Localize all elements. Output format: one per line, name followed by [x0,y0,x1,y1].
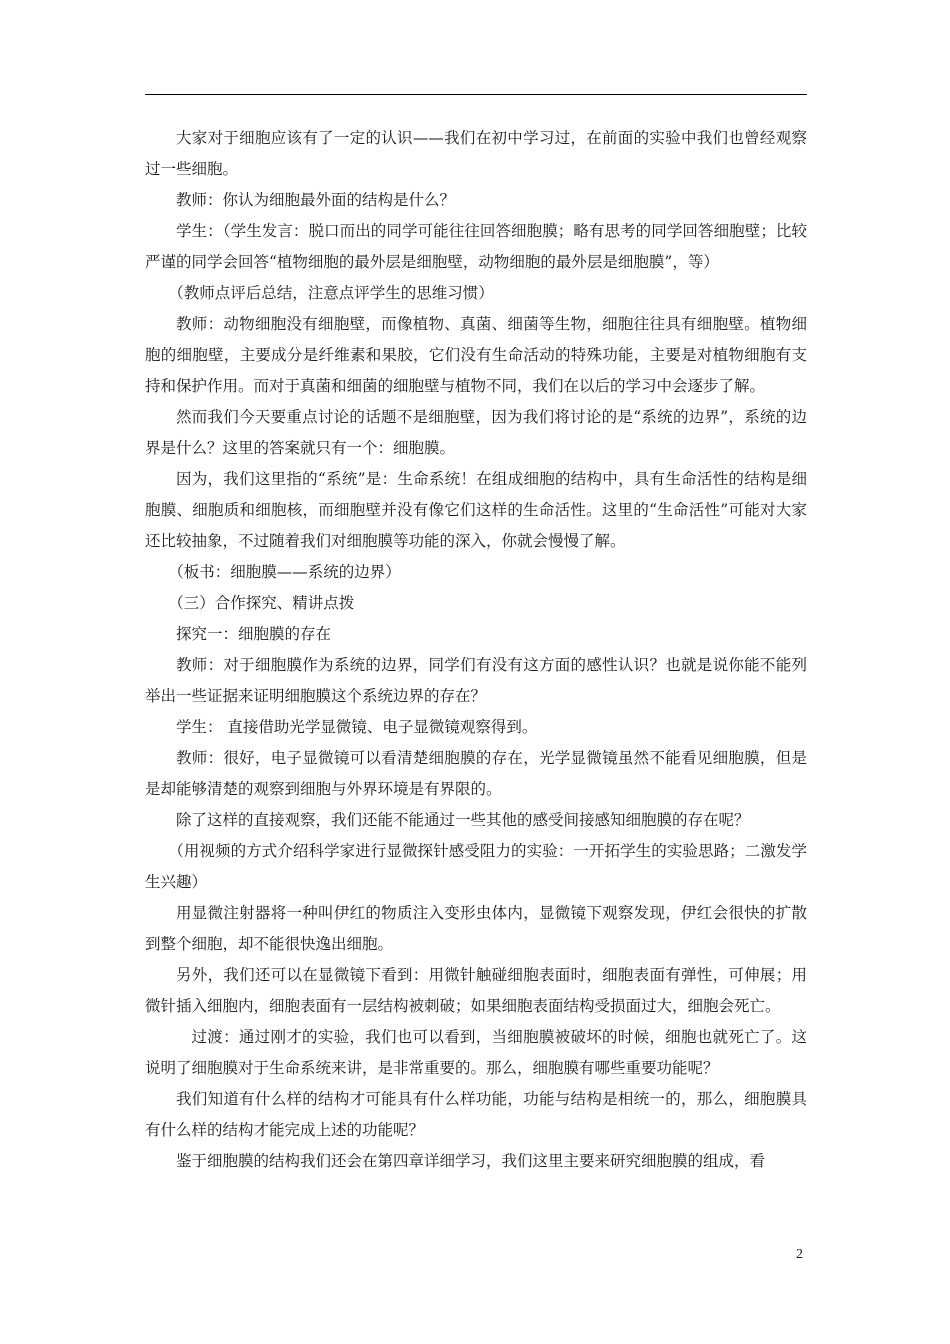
paragraph: （教师点评后总结，注意点评学生的思维习惯） [168,284,494,302]
paragraph: 教师：动物细胞没有细胞壁，而像植物、真菌、细菌等生物，细胞往往具有细胞壁。植物细胞的细胞壁，主要成分是纤维素和果胶，它们没有生命活动的特殊功能，主要是对植物细胞有支持和保护作用。而对于真菌和细菌的细胞壁与植物不同，我们在以后的学习中会逐步了解。 [145,315,807,395]
paragraph: 教师：对于细胞膜作为系统的边界，同学们有没有这方面的感性认识？也就是说你能不能列举出一些证据来证明细胞膜这个系统边界的存在？ [145,656,807,705]
paragraph: 因为，我们这里指的“系统”是：生命系统！在组成细胞的结构中，具有生命活性的结构是细胞膜、细胞质和细胞核，而细胞壁并没有像它们这样的生命活性。这里的“生命活性”可能对大家还比较抽象，不过随着我们对细胞膜等功能的深入，你就会慢慢了解。 [145,470,807,550]
paragraph: （板书：细胞膜——系统的边界） [168,563,401,581]
paragraph: （用视频的方式介绍科学家进行显微探针感受阻力的实验：一开拓学生的实验思路；二激发学生兴趣） [145,842,807,891]
paragraph: 另外，我们还可以在显微镜下看到：用微针触碰细胞表面时，细胞表面有弹性，可伸展；用微针插入细胞内，细胞表面有一层结构被刺破；如果细胞表面结构受损面过大，细胞会死亡。 [145,966,807,1015]
paragraph: 过渡：通过刚才的实验，我们也可以看到，当细胞膜被破坏的时候，细胞也就死亡了。这说明了细胞膜对于生命系统来讲，是非常重要的。那么，细胞膜有哪些重要功能呢？ [145,1028,807,1077]
page-number: 2 [796,1247,803,1262]
paragraph: 学生：（学生发言：脱口而出的同学可能往往回答细胞膜；略有思考的同学回答细胞壁；比较严谨的同学会回答“植物细胞的最外层是细胞壁，动物细胞的最外层是细胞膜”，等） [145,222,807,271]
paragraph: 大家对于细胞应该有了一定的认识——我们在初中学习过，在前面的实验中我们也曾经观察过一些细胞。 [145,129,807,178]
paragraph: 我们知道有什么样的结构才可能具有什么样功能，功能与结构是相统一的，那么，细胞膜具有什么样的结构才能完成上述的功能呢？ [145,1090,807,1139]
paragraph: 然而我们今天要重点讨论的话题不是细胞壁，因为我们将讨论的是“系统的边界”，系统的边界是什么？这里的答案就只有一个：细胞膜。 [145,408,807,457]
paragraph: 教师：很好，电子显微镜可以看清楚细胞膜的存在，光学显微镜虽然不能看见细胞膜，但是是却能够清楚的观察到细胞与外界环境是有界限的。 [145,749,807,798]
paragraph: 学生： 直接借助光学显微镜、电子显微镜观察得到。 [176,718,538,736]
paragraph: 教师：你认为细胞最外面的结构是什么？ [176,191,456,209]
subsection-heading: 探究一：细胞膜的存在 [176,625,332,643]
paragraph: 用显微注射器将一种叫伊红的物质注入变形虫体内，显微镜下观察发现，伊红会很快的扩散到整个细胞，却不能很快逸出细胞。 [145,904,807,953]
paragraph: 鉴于细胞膜的结构我们还会在第四章详细学习，我们这里主要来研究细胞膜的组成，看 [176,1152,766,1170]
section-heading: （三）合作探究、精讲点拨 [168,594,355,612]
paragraph: 除了这样的直接观察，我们还能不能通过一些其他的感受间接感知细胞膜的存在呢？ [176,811,750,829]
document-body [145,123,807,1177]
header-rule [145,94,807,95]
